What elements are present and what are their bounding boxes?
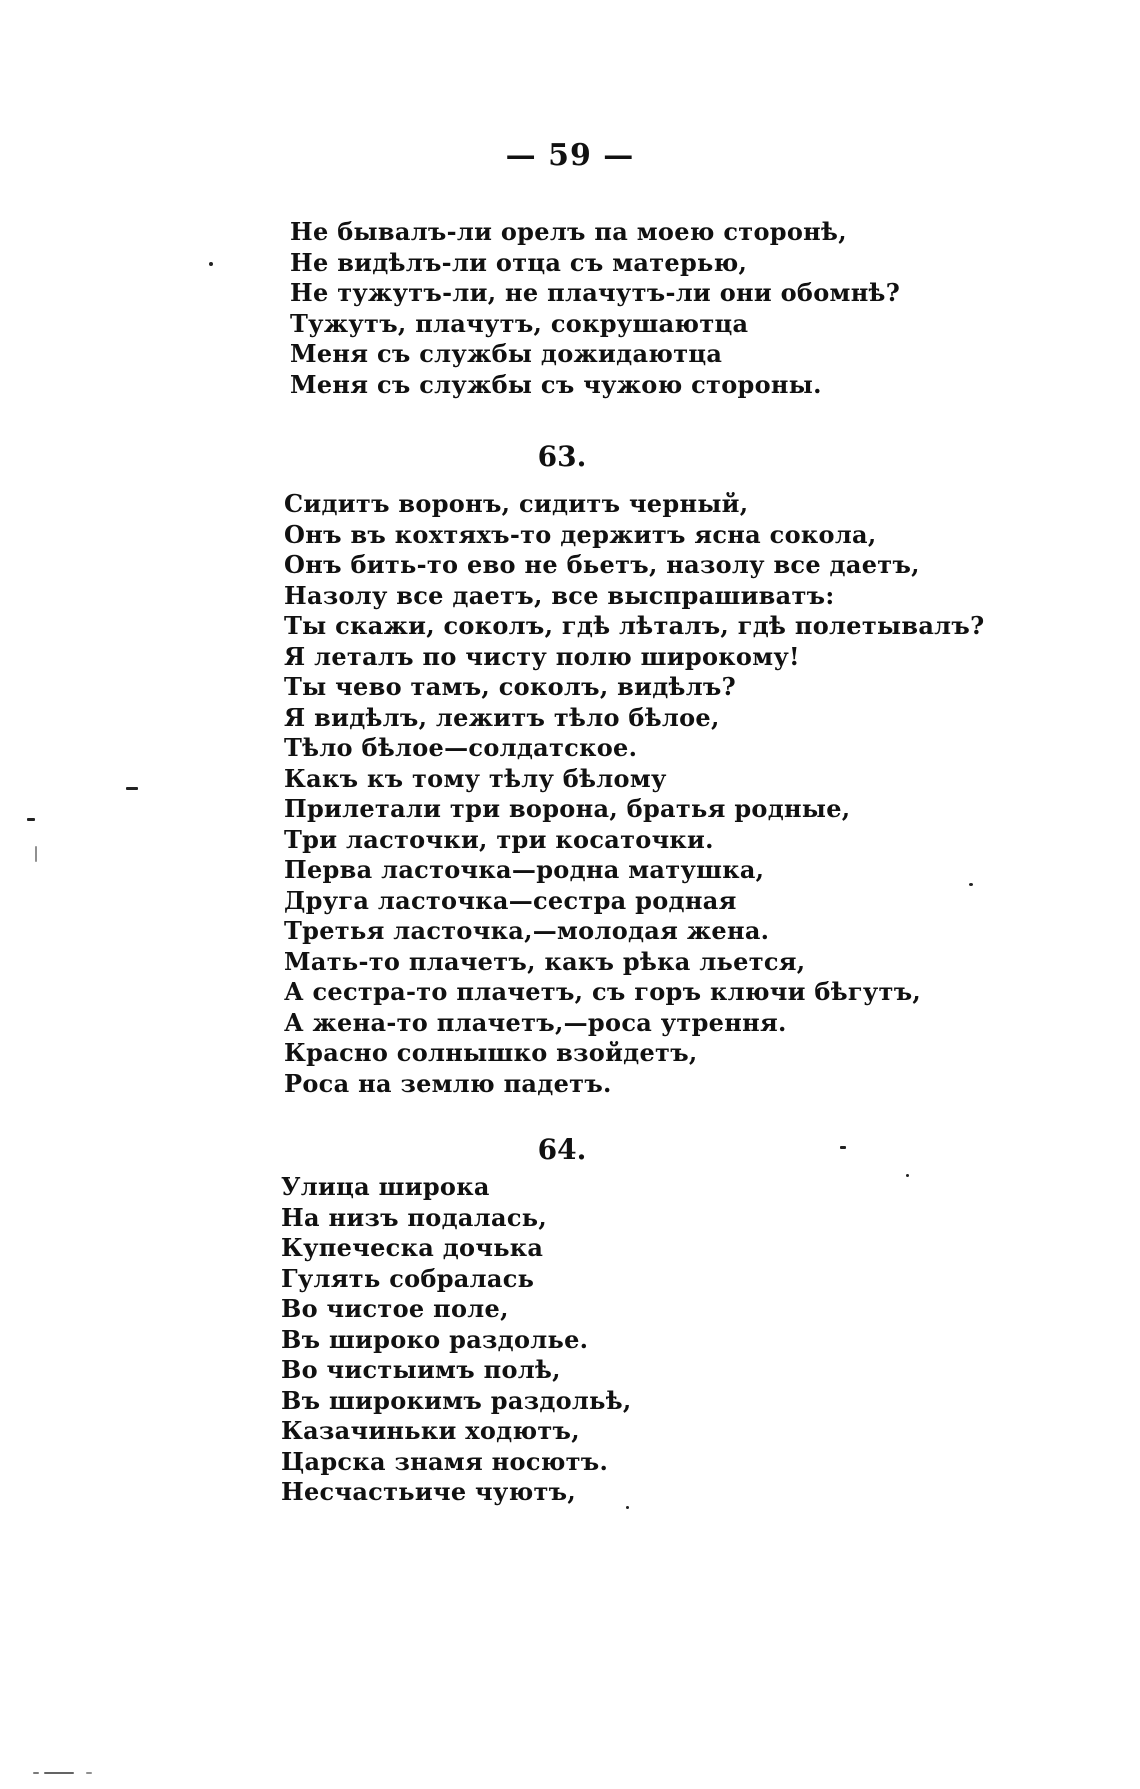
verse-line: Купеческа дочька	[281, 1233, 544, 1262]
verse-line: Во чистое поле,	[281, 1294, 509, 1323]
verse-line: Я видѣлъ, лежитъ тѣло бѣлое,	[284, 702, 720, 732]
verse-line: Въ широко раздолье.	[281, 1324, 589, 1354]
verse-line: Назолу все даетъ, все выспрашиватъ:	[284, 580, 835, 610]
song-number-heading: 63.	[537, 440, 587, 473]
verse-line: Въ широкимъ раздольѣ,	[281, 1385, 632, 1415]
scan-speck	[626, 1506, 629, 1509]
scan-speck	[906, 1174, 909, 1177]
verse-line: Онъ въ кохтяхъ-то держитъ ясна сокола,	[284, 519, 877, 549]
verse-line: Улица широка	[281, 1172, 490, 1201]
scan-speck	[35, 846, 37, 862]
verse-line: Казачиньки ходютъ,	[281, 1416, 580, 1445]
scan-speck	[209, 262, 213, 266]
verse-line: Три ласточки, три косаточки.	[284, 824, 714, 854]
verse-line: Третья ласточка,—молодая жена.	[284, 916, 770, 945]
verse-line: Мать-то плачетъ, какъ рѣка льется,	[284, 946, 806, 976]
verse-line: А жена-то плачетъ,—роса утрення.	[284, 1007, 787, 1037]
song-64-text	[281, 1172, 632, 1508]
verse-line: Гулять собралась	[281, 1263, 535, 1293]
verse-line: А сестра-то плачетъ, съ горъ ключи бѣгутъ,	[284, 977, 922, 1006]
scan-speck	[86, 1772, 92, 1774]
song-number-heading: 64.	[537, 1133, 587, 1166]
stanza-continued	[290, 217, 900, 400]
verse-line: Тужутъ, плачутъ, сокрушаютца	[290, 308, 749, 338]
verse-line: Тѣло бѣлое—солдатское.	[284, 733, 638, 762]
verse-line: Онъ бить-то ево не бьетъ, назолу все даетъ,	[284, 550, 920, 579]
verse-line: Я леталъ по чисту полю широкому!	[284, 641, 800, 671]
scan-speck	[126, 787, 138, 790]
verse-line: Роса на землю падетъ.	[284, 1068, 612, 1098]
scan-speck	[969, 883, 973, 886]
verse-line: На низъ подалась,	[281, 1202, 547, 1232]
verse-line: Царска знамя носютъ.	[281, 1446, 609, 1476]
verse-line: Ты чево тамъ, соколъ, видѣлъ?	[284, 672, 736, 701]
verse-line: Меня съ службы съ чужою стороны.	[290, 369, 822, 399]
scan-speck	[840, 1146, 846, 1149]
verse-line: Несчастьиче чуютъ,	[281, 1477, 577, 1506]
song-63-text	[284, 489, 984, 1099]
verse-line: Перва ласточка—родна матушка,	[284, 855, 765, 884]
verse-line: Меня съ службы дожидаютца	[290, 339, 723, 368]
verse-line: Не тужутъ-ли, не плачутъ-ли они обомнѣ?	[290, 278, 901, 307]
verse-line: Не видѣлъ-ли отца съ матерью,	[290, 247, 748, 277]
verse-line: Какъ къ тому тѣлу бѣлому	[284, 763, 667, 793]
verse-line: Во чистыимъ полѣ,	[281, 1355, 561, 1384]
verse-line: Красно солнышко взойдетъ,	[284, 1038, 698, 1067]
verse-line: Друга ласточка—сестра родная	[284, 885, 737, 915]
verse-line: Не бывалъ-ли орелъ па моею сторонѣ,	[290, 217, 847, 246]
verse-line: Ты скажи, соколъ, гдѣ лѣталъ, гдѣ полетывалъ?	[284, 611, 985, 640]
scan-speck	[27, 818, 35, 821]
scan-speck	[44, 1772, 74, 1774]
page-number: — 59 —	[505, 138, 635, 173]
scan-speck	[33, 1772, 39, 1774]
verse-line: Сидитъ воронъ, сидитъ черный,	[284, 489, 749, 518]
verse-line: Прилетали три ворона, братья родные,	[284, 794, 851, 823]
